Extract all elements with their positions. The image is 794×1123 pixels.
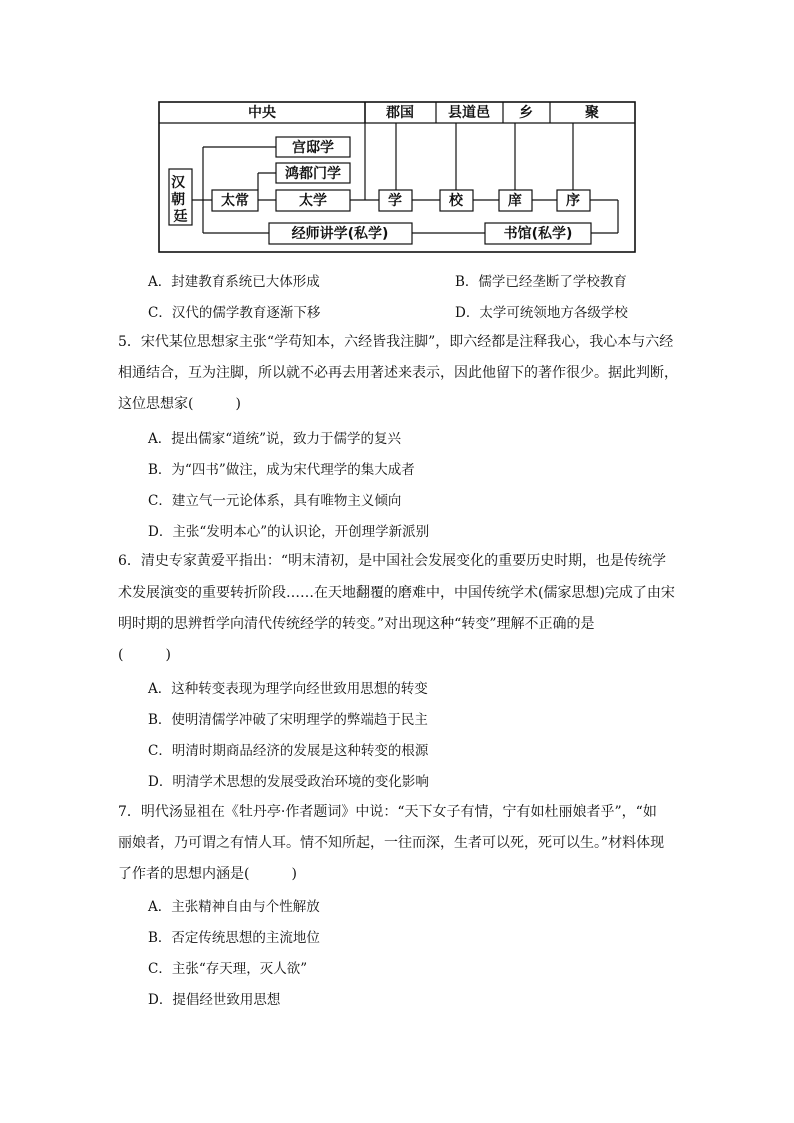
gongdi-label: 宫邸学 xyxy=(292,140,334,156)
taixue-label: 太学 xyxy=(299,193,327,209)
q6-option-d[interactable]: D．明清学术思想的发展受政治环境的变化影响 xyxy=(148,774,429,790)
header-commandery: 郡国 xyxy=(386,105,414,121)
q5-stem-line-3: 这位思想家( ) xyxy=(118,396,241,412)
q5-option-b[interactable]: B．为“四书”做注，成为宋代理学的集大成者 xyxy=(148,462,415,478)
hongdu-label: 鸿都门学 xyxy=(285,166,341,182)
jingshi-label: 经师讲学(私学) xyxy=(291,226,389,242)
q5-stem-line-2: 相通结合，互为注脚，所以就不必再去用著述来表示，因此他留下的著作很少。据此判断， xyxy=(118,365,678,381)
q6-stem-line-3: 明时期的思辨哲学向清代传统经学的转变。”对出现这种“转变”理解不正确的是 xyxy=(118,616,595,632)
xu-label: 序 xyxy=(566,193,580,209)
q7-option-c[interactable]: C．主张“存天理，灭人欲” xyxy=(148,961,308,977)
q7-stem-line-3: 了作者的思想内涵是( ) xyxy=(118,866,297,882)
xue-label: 学 xyxy=(388,193,402,209)
han-court-char-1: 汉 xyxy=(171,175,186,191)
q5-option-a[interactable]: A．提出儒家“道统”说，致力于儒学的复兴 xyxy=(148,431,402,447)
q5-stem-line-1: 5．宋代某位思想家主张“学苟知本，六经皆我注脚”，即六经都是注释我心，我心本与六经 xyxy=(118,334,674,350)
q7-option-d[interactable]: D．提倡经世致用思想 xyxy=(148,992,281,1008)
q4-option-c[interactable]: C．汉代的儒学教育逐渐下移 xyxy=(148,305,321,321)
q6-stem-line-2: 术发展演变的重要转折阶段……在天地翻覆的磨难中，中国传统学术(儒家思想)完成了由宋 xyxy=(118,585,675,601)
education-system-diagram xyxy=(158,101,636,253)
q4-option-b[interactable]: B．儒学已经垄断了学校教育 xyxy=(455,274,627,290)
q4-option-a[interactable]: A．封建教育系统已大体形成 xyxy=(148,274,320,290)
shuguan-label: 书馆(私学) xyxy=(503,226,573,242)
q6-stem-line-4: ( ) xyxy=(118,647,171,663)
han-court-char-2: 朝 xyxy=(171,192,186,208)
header-village: 聚 xyxy=(585,105,599,121)
q7-option-b[interactable]: B．否定传统思想的主流地位 xyxy=(148,930,320,946)
q6-option-c[interactable]: C．明清时期商品经济的发展是这种转变的根源 xyxy=(148,743,429,759)
q7-stem-line-1: 7．明代汤显祖在《牡丹亭·作者题词》中说：“天下女子有情，宁有如杜丽娘者乎”，“如 xyxy=(118,804,657,820)
q7-stem-line-2: 丽娘者，乃可谓之有情人耳。情不知所起，一往而深，生者可以死，死可以生。”材料体现 xyxy=(118,835,665,851)
q5-option-d[interactable]: D．主张“发明本心”的认识论，开创理学新派别 xyxy=(148,524,430,540)
q5-option-c[interactable]: C．建立气一元论体系，具有唯物主义倾向 xyxy=(148,493,402,509)
header-central: 中央 xyxy=(248,105,276,121)
xiao-label: 校 xyxy=(449,193,463,209)
xiang-label: 庠 xyxy=(508,193,522,209)
q6-option-a[interactable]: A．这种转变表现为理学向经世致用思想的转变 xyxy=(148,681,428,697)
q6-stem-line-1: 6．清史专家黄爱平指出：“明末清初，是中国社会发展变化的重要历史时期，也是传统学 xyxy=(118,553,667,569)
header-county: 县道邑 xyxy=(448,105,490,121)
han-court-char-3: 廷 xyxy=(173,209,188,225)
q4-option-d[interactable]: D．太学可统领地方各级学校 xyxy=(455,305,628,321)
han-court-label xyxy=(171,175,190,225)
q6-option-b[interactable]: B．使明清儒学冲破了宋明理学的弊端趋于民主 xyxy=(148,712,428,728)
header-township: 乡 xyxy=(519,105,533,121)
taichang-label: 太常 xyxy=(221,193,249,209)
q7-option-a[interactable]: A．主张精神自由与个性解放 xyxy=(148,899,320,915)
